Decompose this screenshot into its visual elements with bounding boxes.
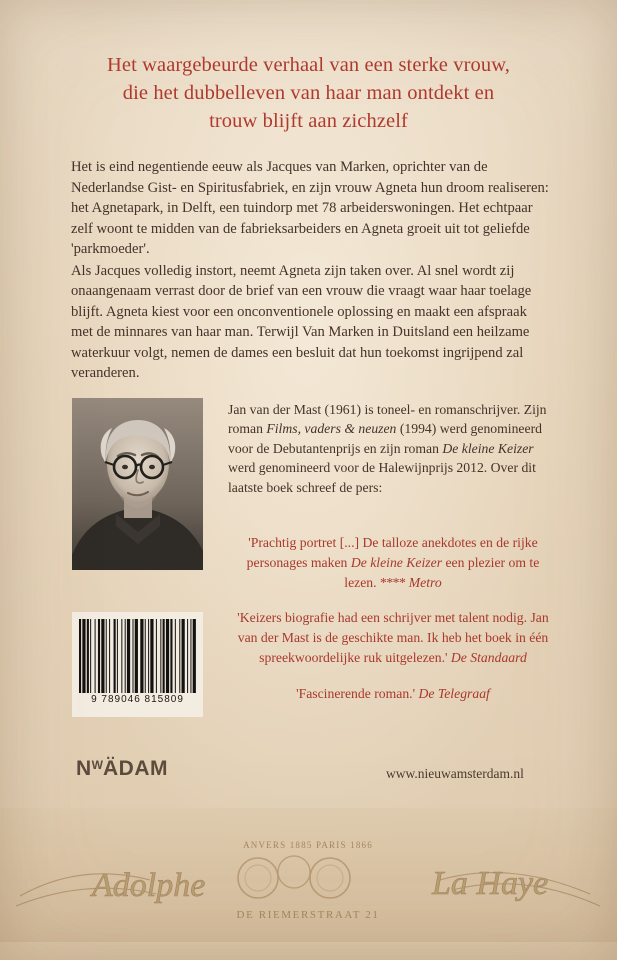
publisher-logo-w: W (91, 758, 103, 772)
blurb-paragraph-2: Als Jacques volledig instort, neemt Agneta zijn taken over. Al snel wordt zij onaangenaam verrast door de brief van een vrouw die vraagt waar haar toelage blijft. Agneta kiest voor een onconventionele oplossing en maakt een afspraak met de minnares van haar man. Terwijl Van Marken in Duitsland een heilzame waterkuur volgt, nemen de dames een besluit dat hun toekomst ingrijpend zal veranderen. (71, 262, 532, 382)
headline-line-1: Het waargebeurde verhaal van een sterke vrouw, (106, 54, 511, 76)
press-quote-2: 'Keizers biografie had een schrijver met talent nodig. Jan van der Mast is de geschikte man. Ik heb het boek in één spreekwoordelijke ruk uitgelezen.' De Standaard (237, 610, 549, 666)
publisher-logo-rest: ÄDAM (103, 757, 168, 780)
blurb-text (71, 157, 549, 384)
headline-line-2: die het dubbelleven van haar man ontdekt en (122, 81, 495, 104)
press-quotes (236, 533, 550, 704)
isbn-barcode (72, 612, 203, 717)
ornament-right-script: La Haye (432, 865, 549, 902)
author-portrait-photo (72, 398, 203, 570)
blurb-paragraph-1: Het is eind negentiende eeuw als Jacques van Marken, oprichter van de Nederlandse Gist- en Spiritusfabriek, en zijn vrouw Agneta hun droom realiseren: het Agnetapark, in Delft, een tuindorp met 78 arbeiderswoningen. Het echtpaar zelf woont te midden van de fabrieksarbeiders en Agneta groeit uit tot geliefde 'parkmoeder'. (71, 159, 549, 258)
headline (60, 52, 557, 136)
ornament-center-line-2: DE RIEMERSTRAAT 21 (236, 909, 380, 921)
publisher-logo-n: N (76, 757, 92, 780)
publisher-website[interactable]: www.nieuwamsterdam.nl (386, 766, 524, 781)
ornament-graphic (0, 800, 617, 960)
publisher-logo (76, 757, 168, 781)
press-quote-1: 'Prachtig portret [...] De talloze anekdotes en de rijke personages maken De kleine Keizer een plezier om te lezen. **** Metro (246, 535, 540, 590)
portrait-illustration (72, 398, 203, 570)
decorative-letterhead-ornament (0, 800, 617, 960)
barcode-bars (79, 619, 196, 693)
ornament-left-script: Adolphe (92, 867, 206, 904)
ornament-center-line-1: ANVERS 1885 PARIS 1866 (243, 840, 373, 850)
isbn-number: 9 789046 815809 (91, 694, 184, 705)
author-bio: Jan van der Mast (1961) is toneel- en romanschrijver. Zijn roman Films, vaders & neuzen (1994) werd genomineerd voor de Debutantenprijs en zijn roman De kleine Keizer werd genomineerd voor de Halewijnprijs 2012. Over dit laatste boek schreef de pers: (228, 402, 547, 495)
press-quote-3: 'Fascinerende roman.' De Telegraaf (296, 685, 490, 701)
headline-line-3: trouw blijft aan zichzelf (209, 109, 408, 132)
